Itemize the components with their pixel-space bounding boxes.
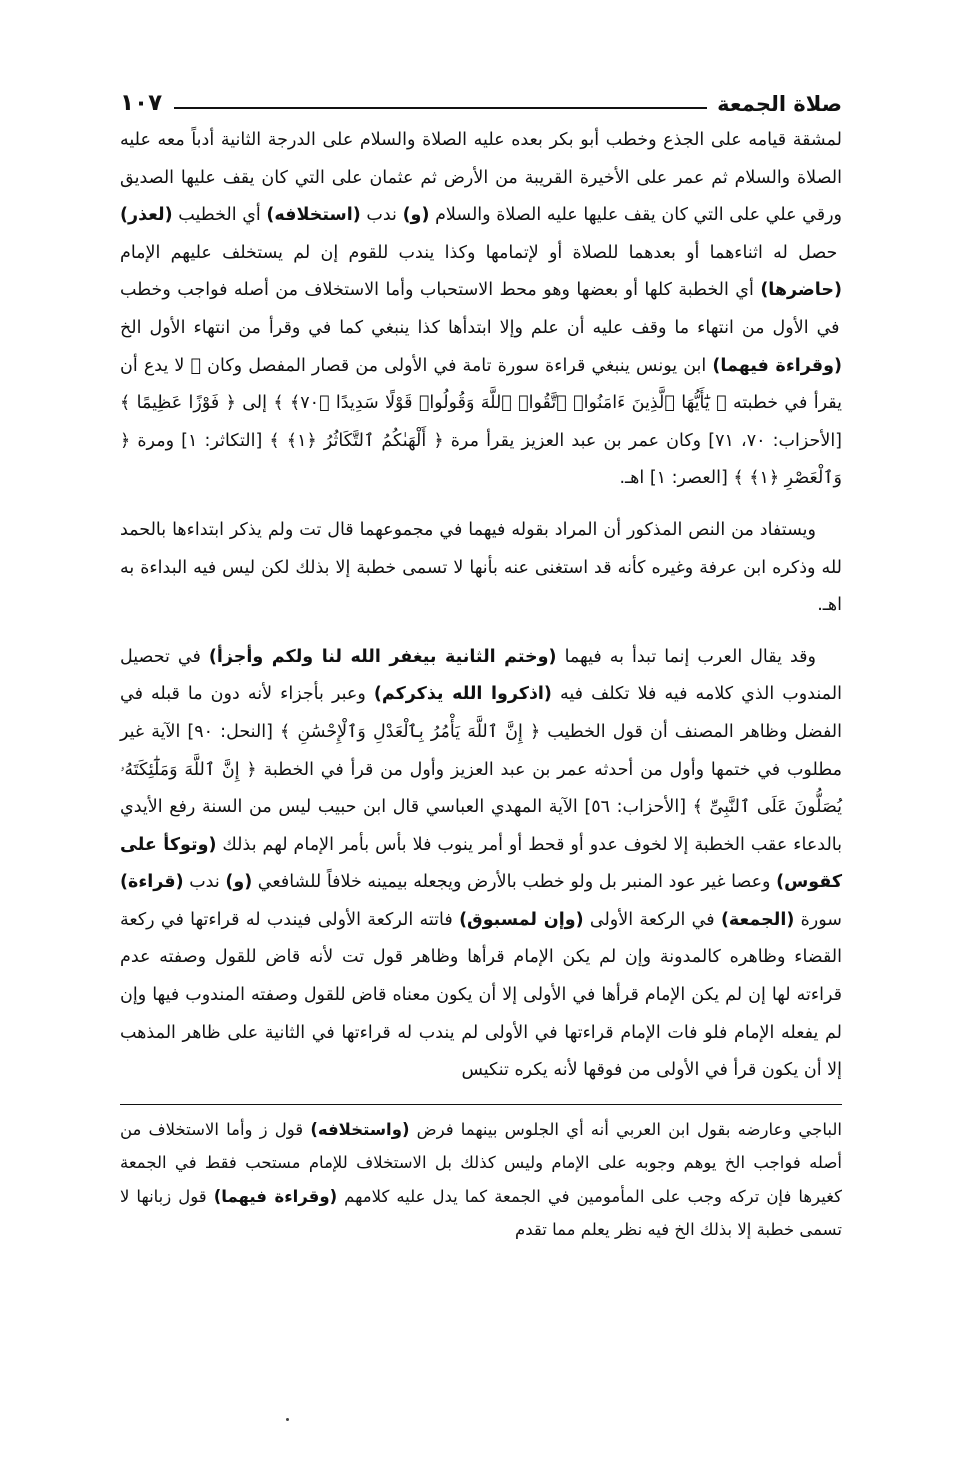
text-run: سورة [800,909,842,930]
page [120,80,842,1247]
text-run: وعصا غير عود المنبر بل ولو خطب بالأرض ويجعله بيمينه خلافاً للشافعي [252,872,771,893]
text-run: أي الخطبة كلها أو بعضها وهو محط الاستحباب وأما الاستخلاف من أصله فواجب وخطب في الأول من انتهاء ما وقف عليه أن علم وإلا ابتدأها كذا ينبغي كما في وقرأ من انتهاء الأول الخ [120,280,840,338]
bold-term: (و) [225,872,253,893]
running-header [120,80,842,116]
bold-term: (اذكروا الله يذكركم) [373,684,552,705]
main-text [120,122,842,1090]
text-run: ندب [360,205,397,226]
paragraph [120,122,842,498]
chapter-title: صلاة الجمعة [717,92,842,116]
text-run: حصل له اثناءهما أو بعدهما للصلاة أو لإتمامها وكذا يندب للقوم إن لم يستخلف عليهم الإمام [120,242,838,263]
bold-term: (وإن لمسبوق) [459,909,584,930]
paragraph [120,512,842,625]
bold-term: (واستخلافه) [310,1119,410,1139]
bold-term: (الجمعة) [720,909,795,930]
text-run: وقد يقال العرب إنما تبدأ به فيهما [556,646,816,667]
text-run: في الركعة الأولى [583,909,715,930]
text-run: أي الخطيب [172,205,261,226]
bold-term: (و) [402,205,430,226]
text-run: ابن يونس ينبغي قراءة سورة تامة في الأولى من قصار المفصل وكان ﷺ لا يدع أن يقرأ في خطبته ﴿ يَٰٓأَيُّهَا ٱلَّذِينَ ءَامَنُوا۟ ٱتَّقُوا۟ ٱللَّهَ وَقُولُوا۟ قَوْلًا سَدِيدًا ﴿٧٠﴾ ﴾ إلى ﴿ فَوْزًا عَظِيمًا ﴾ [الأحزاب: ٧٠، ٧١] وكان عمر بن عبد العزيز يقرأ مرة ﴿ أَلْهَىٰكُمُ ٱلتَّكَاثُرُ ﴿١﴾ ﴾ [التكاثر: ١] ومرة ﴿ وَٱلْعَصْرِ ﴿١﴾ ﴾ [العصر: ١] اهـ. [120,355,843,489]
text-run: لمشقة قيامه على الجذع وخطب أبو بكر بعده عليه الصلاة والسلام على الدرجة الثانية أدباً معه عليه الصلاة والسلام ثم عمر على الأخيرة القريبة من الأرض ثم عثمان على التي كان يقف عليها الصديق ورقي علي على التي كان يقف عليها عليه الصلاة والسلام [120,130,842,226]
scan-speck [286,1418,289,1421]
text-run: قول ز وأما الاستخلاف من أصله فواجب الخ يوهم وجوبه على الإمام وليس كذلك بل الاستخلاف للإمام مستحب فقط في الجمعة كغيرها فإن تركه وجب على المأمومين في الجمعة كما يدل عليه كلامهم [120,1119,842,1206]
footnote [120,1113,842,1247]
text-run: فاتته الركعة الأولى فيندب له قراءتها في ركعة القضاء وظاهره كالمدونة وإن لم يكن الإمام قرأها وظاهر قول تت لأنه قاض للقول وصفته عدم قراءته لها إن لم يكن الإمام قرأها في الأولى إلا أن يكون معناه قاض للقول وصفته المندوب فيها وإن لم يفعله الإمام فلو فات الإمام قراءتها في الأولى لم يندب له قراءتها في الثانية على ظاهر المذهب إلا أن يكون قرأ في الأولى من فوقها لأنه يكره تنكيس [120,909,842,1081]
bold-term: (وقراءة فيهما) [712,355,843,376]
bold-term: (لعذر) [120,205,173,226]
text-run: وعبر بأجزاء لأنه دون ما قبله في الفضل وظاهر المصنف أن قول الخطيب ﴿ إِنَّ ٱللَّهَ يَأْمُرُ بِٱلْعَدْلِ وَٱلْإِحْسَٰنِ ﴾ [النحل: ٩٠] الآية غير مطلوب في ختمها وأول من أحدثه عمر بن عبد العزيز وأول من قرأ في الخطبة ﴿ إِنَّ ٱللَّهَ وَمَلَٰٓئِكَتَهُۥ يُصَلُّونَ عَلَى ٱلنَّبِىِّ ﴾ [الأحزاب: ٥٦] الآية المهدي العباسي قال ابن حبيب ليس من السنة رفع الأيدي بالدعاء عقب الخطبة إلا لخوف عدو أو قحط أو أمر ينوب فلا بأس بأمر الإمام لهم بذلك [120,684,843,855]
text-run: في تحصيل المندوب الذي كلامه فيه فلا تكلف فيه [120,646,842,705]
page-number: ١٠٧ [120,90,163,116]
bold-term: (وتوكأ على كقوس) [120,834,842,893]
bold-term: (وقراءة فيهما) [213,1186,338,1206]
text-run: الباجي وعارضه بقول ابن العربي أنه أي الجلوس بينهما فرض [409,1119,843,1139]
text-run: ويستفاد من النص المذكور أن المراد بقوله فيهما في مجموعهما قال تت ولم يذكر ابتداءها بالحمد لله وذكره ابن عرفة وغيره كأنه قد استغنى عنه بأنها لا تسمى خطبة إلا بذلك لكن ليس فيه البداءة به اهـ. [120,519,842,616]
bold-term: (قراءة) [120,872,184,893]
footnote-separator [120,1104,842,1105]
bold-term: (حاضرها) [760,280,842,301]
bold-term: (وختم الثانية بيغفر الله لنا ولكم وأجزأ) [208,646,557,667]
bold-term: (استخلافه) [266,205,361,226]
header-rule [174,107,707,109]
paragraph [120,639,842,1090]
text-run: قول زبانها لا تسمى خطبة إلا بذلك الخ فيه نظر يعلم مما تقدم [120,1186,842,1240]
text-run: ندب [183,872,220,893]
